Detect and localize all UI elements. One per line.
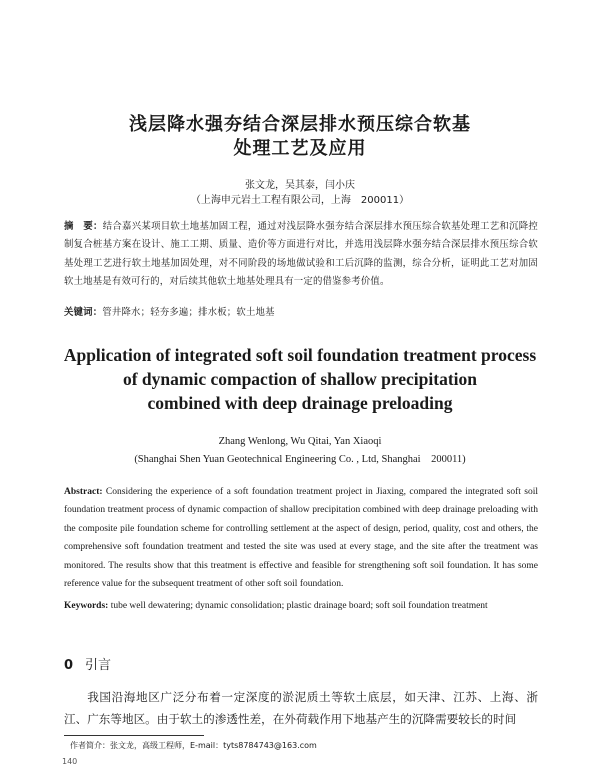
footnote-rule [64,735,204,736]
en-affiliation: (Shanghai Shen Yuan Geotechnical Engineering Co. , Ltd, Shanghai 200011) [134,454,466,465]
en-keywords [64,601,538,611]
en-title-line1: Application of integrated soft soil foundation treatment process [63,345,537,365]
en-keywords-text: tube well dewatering; dynamic consolidation; plastic drainage board; soft soil foundation treatment [108,601,488,611]
cn-keywords-label: 关键词： [64,307,103,318]
en-abstract [64,483,538,593]
en-title-line2: of dynamic compaction of shallow precipitation [122,369,478,389]
section-heading [64,654,111,673]
cn-keywords-text: 管井降水；轻夯多遍；排水板；软土地基 [102,307,275,318]
cn-title-line2: 处理工艺及应用 [233,138,367,159]
page-number: 140 [62,757,78,766]
cn-title-line1: 浅层降水强夯结合深层排水预压综合软基 [129,114,471,135]
footnote: 作者简介：张文龙，高级工程师，E-mail：tyts8784743@163.com [70,741,317,750]
section-title: 引言 [85,658,112,673]
cn-abstract-text: 结合嘉兴某项目软土地基加固工程，通过对浅层降水强夯结合深层排水预压综合软基处理工艺和沉降控制复合桩基方案在设计、施工工期、质量、造价等方面进行对比，并选用浅层降水强夯结合深层排水预压综合软基处理工艺进行软土地基加固处理，对不同阶段的场地做试验和工后沉降的监测，综合分析，证明此工艺对加固软土地基是有效可行的，对后续其他软土地基处理具有一定的借鉴参考价值。 [64,221,538,288]
en-title-line3: combined with deep drainage preloading [147,393,453,413]
section-number: 0 [64,658,74,673]
intro-paragraph: 我国沿海地区广泛分布着一定深度的淤泥质土等软土底层，如天津、江苏、上海、浙江、广东等地区。由于软土的渗透性差，在外荷载作用下地基产生的沉降需要较长的时间 [64,690,538,726]
cn-authors: 张文龙，吴其泰，闫小庆 [245,180,355,191]
en-keywords-label: Keywords: [64,601,109,611]
cn-keywords [64,304,538,322]
cn-abstract-label: 摘 要： [64,221,103,232]
cn-affiliation: （上海申元岩土工程有限公司，上海 200011） [190,195,410,206]
cn-abstract [64,218,538,292]
en-authors: Zhang Wenlong, Wu Qitai, Yan Xiaoqi [218,436,382,447]
en-abstract-text: Considering the experience of a soft foundation treatment project in Jiaxing, compared the integrated soft soil foundation treatment process of dynamic compaction of shallow precipitation combined with deep drainage preloading with the composite pile foundation scheme for controlling settlement at the aspect of design, period, quality, cost and others, the comprehensive soft foundation treatment and tested the site was used at every stage, and the site after the treatment was monitored. The results show that this treatment is effective and feasible for strengthening soft soil foundation. It has some reference value for the subsequent treatment of other soft soil foundation. [64,487,538,590]
en-abstract-label: Abstract: [64,487,103,497]
